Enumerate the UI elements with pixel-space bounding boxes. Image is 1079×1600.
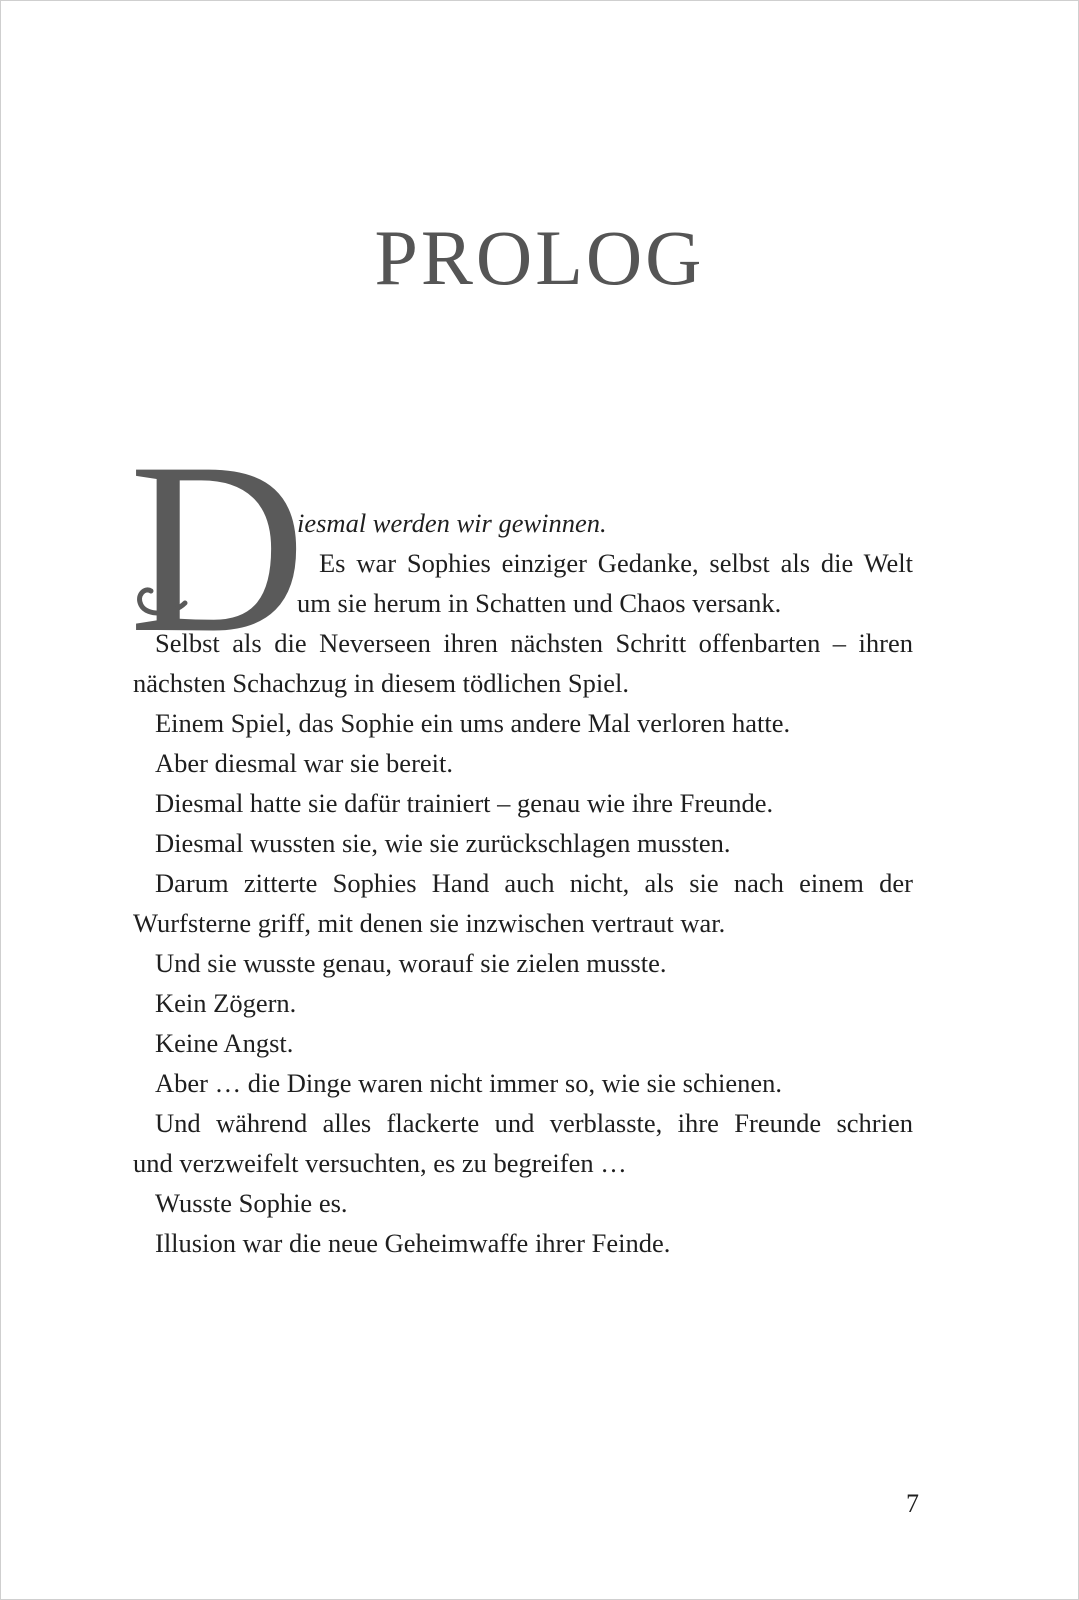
text-line-15: Aber … die Dinge waren nicht immer so, wie sie schienen. — [155, 1068, 782, 1098]
text-line-13: Kein Zögern. — [155, 988, 297, 1018]
text-line-17: und verzweifelt versuchten, es zu begreifen … — [133, 1148, 627, 1178]
text-line-2: Es war Sophies einziger Gedanke, selbst als die Welt — [319, 548, 913, 578]
text-line-9: Diesmal wussten sie, wie sie zurückschlagen mussten. — [155, 828, 731, 858]
drop-cap-letter: D — [129, 412, 306, 683]
text-line-4: Selbst als die Neverseen ihren nächsten Schritt offenbarten – ihren — [155, 628, 913, 658]
text-line-12: Und sie wusste genau, worauf sie zielen musste. — [155, 948, 667, 978]
text-line-16: Und während alles flackerte und verblasste, ihre Freunde schrien — [155, 1108, 913, 1138]
text-line-3: um sie herum in Schatten und Chaos versank. — [297, 588, 782, 618]
chapter-title: PROLOG — [374, 214, 705, 301]
text-line-7: Aber diesmal war sie bereit. — [155, 748, 454, 778]
text-line-19: Illusion war die neue Geheimwaffe ihrer Feinde. — [155, 1228, 671, 1258]
text-line-11: Wurfsterne griff, mit denen sie inzwischen vertraut war. — [133, 908, 726, 938]
text-line-10: Darum zitterte Sophies Hand auch nicht, als sie nach einem der — [155, 868, 913, 898]
page-number: 7 — [906, 1489, 919, 1518]
text-line-14: Keine Angst. — [155, 1028, 294, 1058]
drop-cap-swash — [133, 575, 193, 625]
text-line-18: Wusste Sophie es. — [155, 1188, 348, 1218]
text-line-1: iesmal werden wir gewinnen. — [297, 508, 607, 538]
text-line-8: Diesmal hatte sie dafür trainiert – genau wie ihre Freunde. — [155, 788, 774, 818]
text-line-6: Einem Spiel, das Sophie ein ums andere Mal verloren hatte. — [155, 708, 791, 738]
text-line-5: nächsten Schachzug in diesem tödlichen Spiel. — [133, 668, 630, 698]
